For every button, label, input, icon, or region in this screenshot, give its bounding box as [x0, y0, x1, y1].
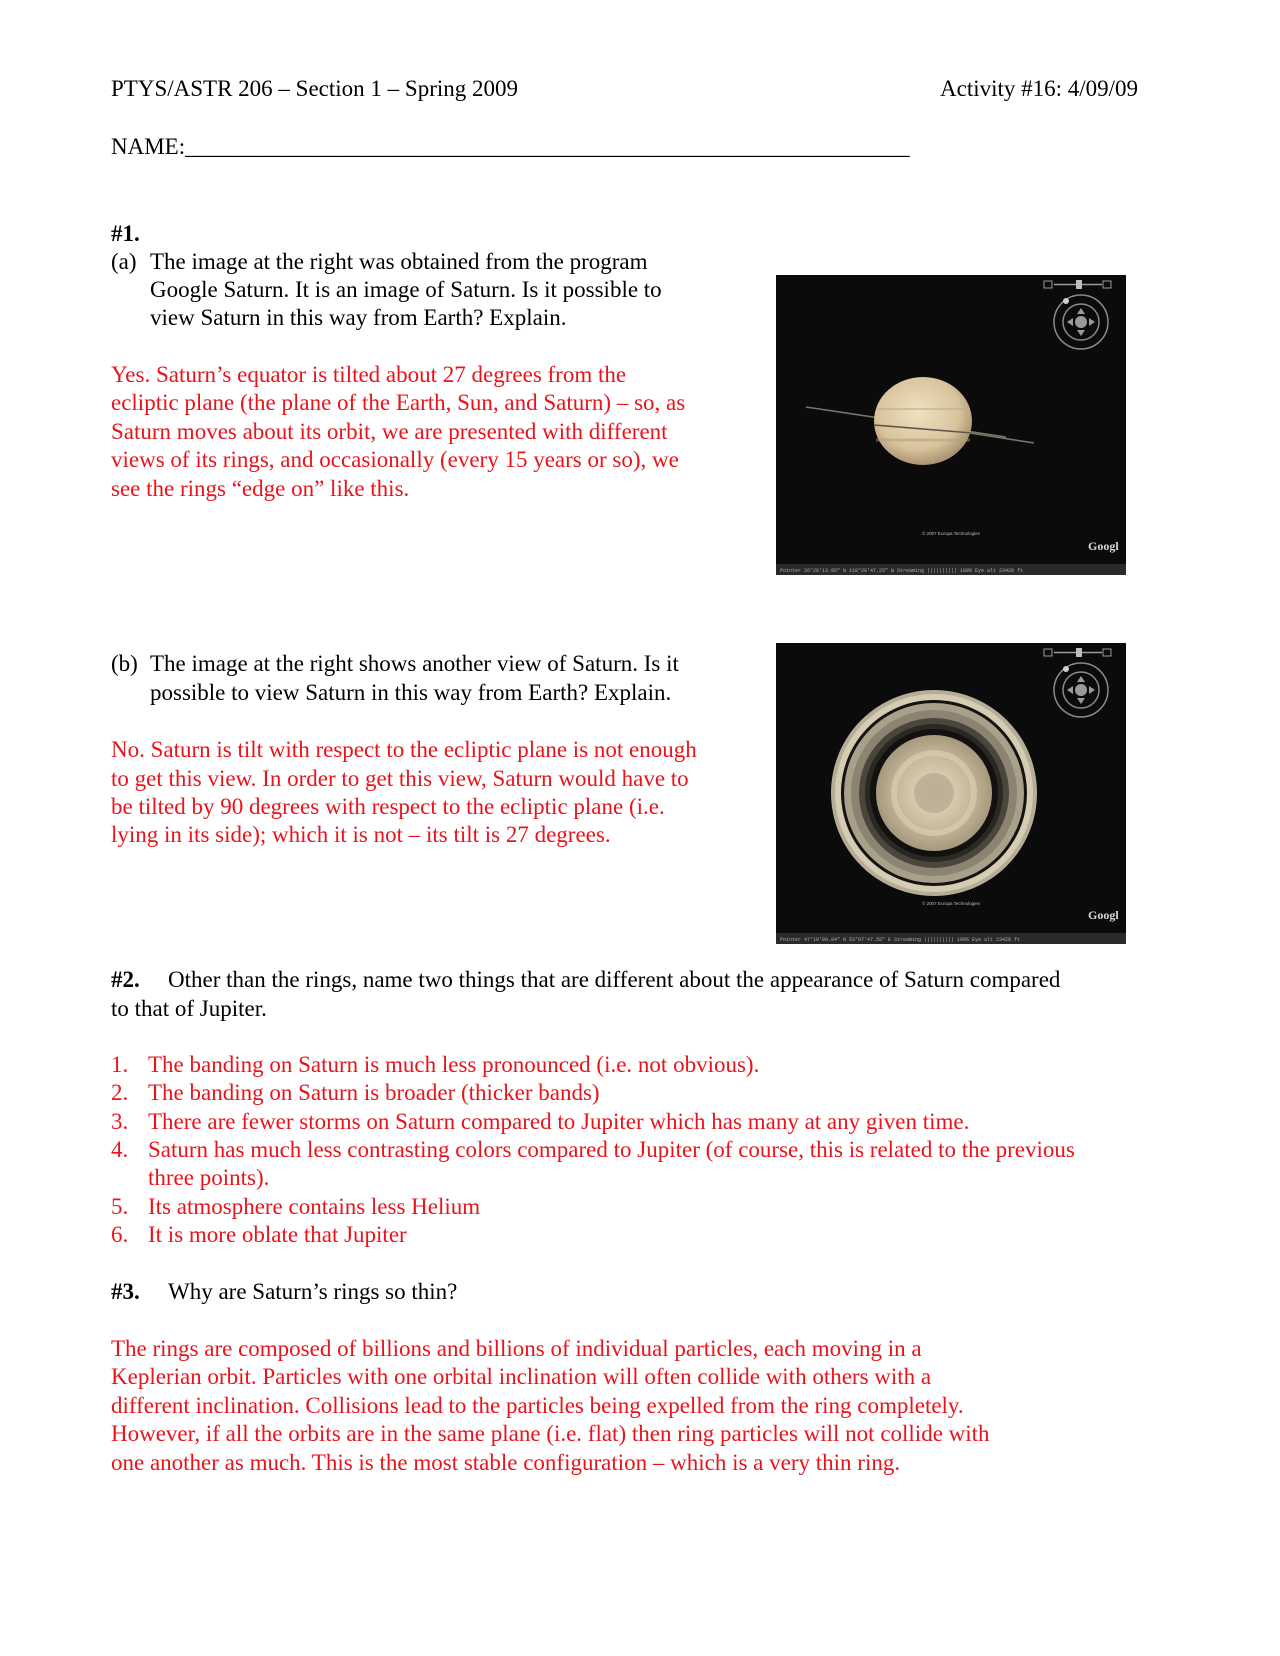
q1b-answer-line: No. Saturn is tilt with respect to the ecliptic plane is not enough	[111, 737, 697, 762]
saturn-pole-on-image	[776, 643, 1126, 944]
status-bar-text: Pointer 26°26'13.95" N 118°28'47.25" W Streaming |||||||||| 100% Eye alt 23428 ft	[780, 568, 1024, 574]
q1a-question-line: view Saturn in this way from Earth? Explain.	[150, 305, 567, 330]
copyright-text: © 2007 Europa Technologies	[922, 901, 980, 906]
q1a-answer-line: see the rings “edge on” like this.	[111, 476, 410, 501]
q3-answer-line: Keplerian orbit. Particles with one orbital inclination will often collide with others with a	[111, 1364, 932, 1389]
q1a-answer-line: ecliptic plane (the plane of the Earth, Sun, and Saturn) – so, as	[111, 390, 686, 415]
status-bar-text: Pointer 47°10'09.84" N 53°07'47.58" E Streaming |||||||||| 100% Eye alt 23428 ft	[780, 937, 1021, 943]
q1b-answer-line: lying in its side); which it is not – its tilt is 27 degrees.	[111, 822, 611, 847]
q3-answer-line: different inclination. Collisions lead to the particles being expelled from the ring completely.	[111, 1393, 964, 1418]
name-field[interactable]: NAME:_______________________________________________________________	[111, 134, 910, 159]
q1b-label: (b)	[111, 651, 138, 676]
copyright-text: © 2007 Europa Technologies	[922, 531, 980, 536]
course-header: PTYS/ASTR 206 – Section 1 – Spring 2009	[111, 76, 519, 101]
q2-answer-list: 1. The banding on Saturn is much less pronounced (i.e. not obvious). 2. The banding on Saturn is broader (thicker bands) 3. There are fewer storms on Saturn compared to Jupiter which has many at any given time. 4. Saturn has much less contrasting colors compared to Jupiter (of course, this is related to the previous three points). 5. Its atmosphere contains less Helium 6. It is more oblate that Jupiter	[111, 1052, 1075, 1247]
q1b-answer-line: be tilted by 90 degrees with respect to the ecliptic plane (i.e.	[111, 794, 665, 819]
google-logo: Googl	[1088, 539, 1119, 553]
q1a-label: (a)	[111, 249, 137, 274]
q3-heading: #3.	[111, 1279, 140, 1304]
q3-answer-line: one another as much. This is the most stable configuration – which is a very thin ring.	[111, 1450, 901, 1475]
q2-question-line: to that of Jupiter.	[111, 996, 267, 1021]
q1a-answer-line: Saturn moves about its orbit, we are presented with different	[111, 419, 668, 444]
q1a-answer-line: views of its rings, and occasionally (every 15 years or so), we	[111, 447, 679, 472]
q1b-answer-line: to get this view. In order to get this view, Saturn would have to	[111, 766, 689, 791]
activity-date: Activity #16: 4/09/09	[940, 76, 1139, 101]
q1b-question-line: The image at the right shows another view of Saturn. Is it	[150, 651, 679, 676]
q1b-question-line: possible to view Saturn in this way from Earth? Explain.	[150, 680, 672, 705]
q2-heading: #2.	[111, 967, 140, 992]
q1-heading: #1.	[111, 221, 140, 246]
q3-question: Why are Saturn’s rings so thin?	[168, 1279, 458, 1304]
q2-question-line: Other than the rings, name two things that are different about the appearance of Saturn compared	[168, 967, 1061, 992]
q3-answer-line: However, if all the orbits are in the same plane (i.e. flat) then ring particles will not collide with	[111, 1421, 990, 1446]
q1a-answer-line: Yes. Saturn’s equator is tilted about 27 degrees from the	[111, 362, 627, 387]
q1a-question-line: Google Saturn. It is an image of Saturn. Is it possible to	[150, 277, 662, 302]
q1a-question-line: The image at the right was obtained from the program	[150, 249, 648, 274]
q3-answer-line: The rings are composed of billions and billions of individual particles, each moving in a	[111, 1336, 922, 1361]
google-logo: Googl	[1088, 908, 1119, 922]
saturn-edge-on-image	[776, 275, 1126, 575]
